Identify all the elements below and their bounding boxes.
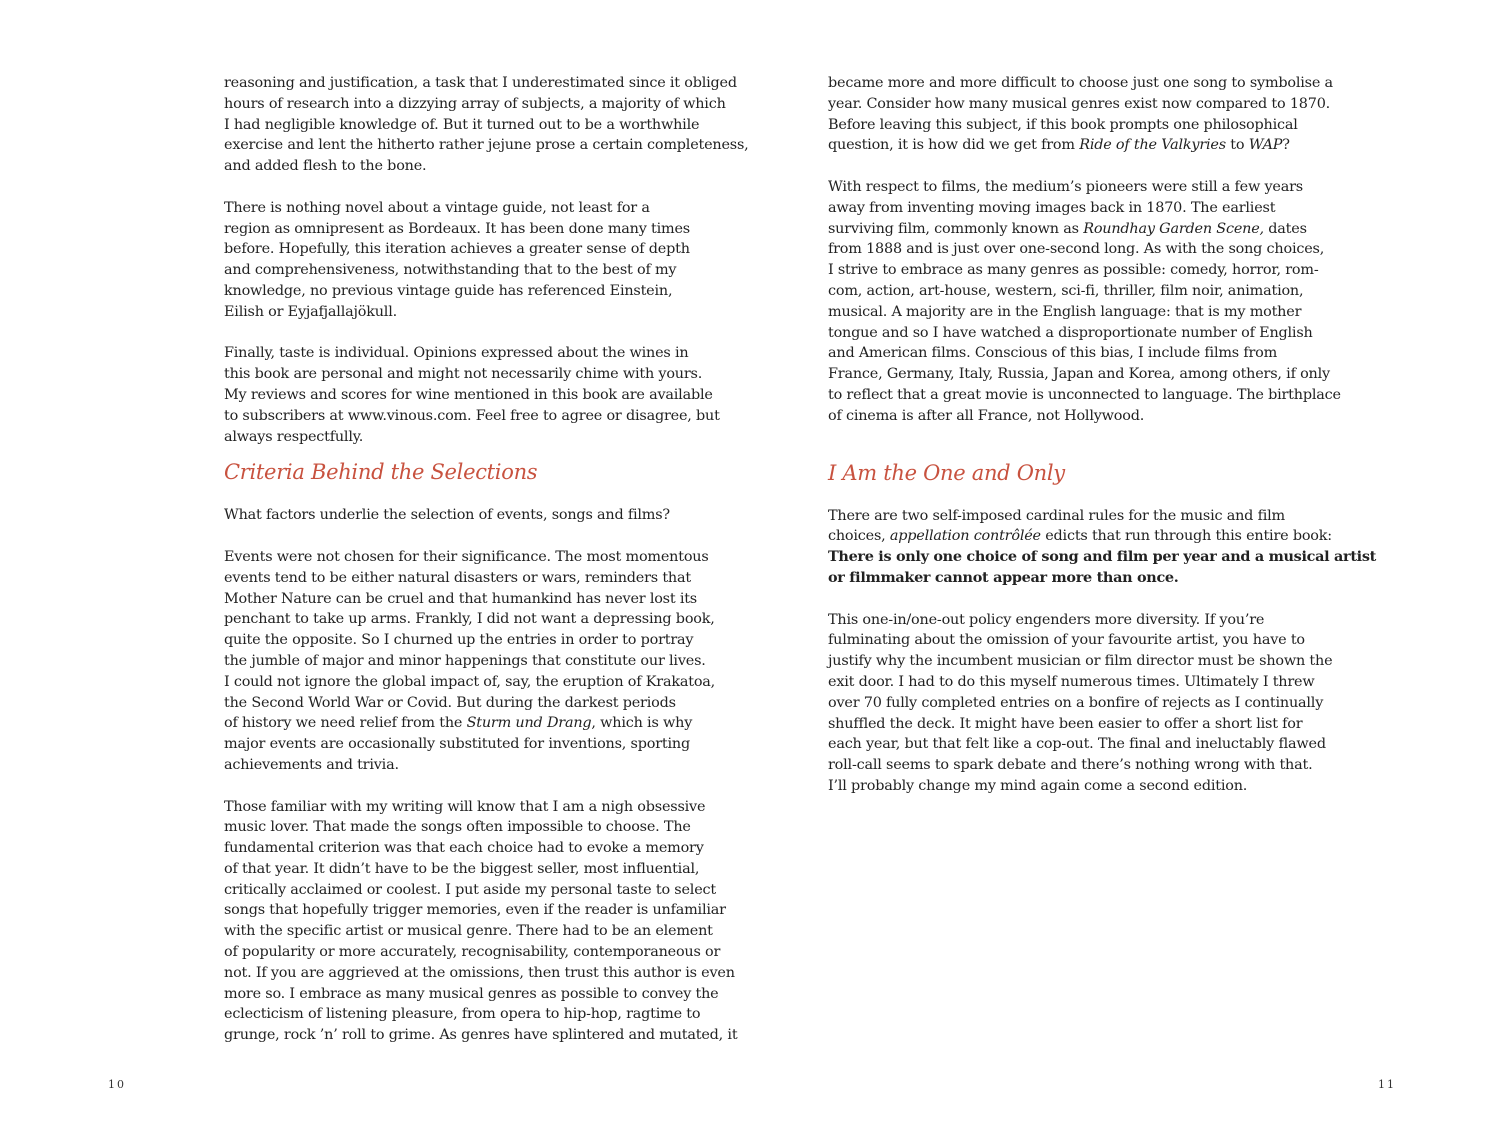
text-line: com, action, art-house, western, sci-fi, thriller, film noir, animation, — [828, 282, 1304, 299]
text-line: Those familiar with my writing will know that I am a nigh obsessive — [224, 798, 706, 815]
text-line: became more and more difficult to choose just one song to symbolise a — [828, 75, 1333, 91]
text-line: songs that hopefully trigger memories, even if the reader is unfamiliar — [224, 902, 726, 919]
italic-term-appellation-controlee: appellation contrôlée — [889, 528, 1041, 545]
text-run: surviving film, commonly known as — [828, 220, 1084, 237]
text-line: the jumble of major and minor happenings that constitute our lives. — [224, 652, 706, 669]
italic-title-ride-of-the-valkyries: Ride of the Valkyries — [1079, 137, 1226, 154]
text-line: knowledge, no previous vintage guide has referenced Einstein, — [224, 282, 673, 299]
text-line — [828, 526, 1332, 547]
text-line: Finally, taste is individual. Opinions expressed about the wines in — [224, 345, 689, 362]
text-line: There is nothing novel about a vintage guide, not least for a — [224, 199, 650, 216]
text-line: I had negligible knowledge of. But it turned out to be a worthwhile — [224, 116, 700, 133]
text-line: each year, but that felt like a cop-out. The final and ineluctably flawed — [828, 736, 1326, 753]
taste-paragraph — [224, 343, 720, 447]
page-number-left: 10 — [108, 1078, 126, 1091]
text-line: year. Consider how many musical genres exist now compared to 1870. — [828, 95, 1331, 112]
vintage-guide-paragraph — [224, 198, 690, 323]
text-line: Mother Nature can be cruel and that humankind has never lost its — [224, 590, 697, 607]
text-line: tongue and so I have watched a disproportionate number of English — [828, 324, 1313, 341]
text-run: edicts that run through this entire book: — [1040, 528, 1332, 545]
text-line: musical. A majority are in the English language: that is my mother — [828, 303, 1302, 320]
text-run: question, it is how did we get from — [828, 137, 1080, 154]
text-run: ? — [1282, 137, 1290, 154]
text-line: music lover. That made the songs often impossible to choose. The — [224, 819, 691, 836]
text-line — [828, 135, 1288, 156]
text-line: this book are personal and might not necessarily chime with yours. — [224, 366, 703, 383]
text-line: I could not ignore the global impact of, say, the eruption of Krakatoa, — [224, 673, 716, 690]
text-line: Before leaving this subject, if this book prompts one philosophical — [828, 116, 1298, 133]
text-line: fundamental criterion was that each choice had to evoke a memory — [224, 840, 704, 857]
paragraph-gap — [224, 776, 684, 797]
text-line: critically acclaimed or coolest. I put aside my personal taste to select — [224, 881, 716, 898]
italic-title-sturm-und-drang: Sturm und Drang — [466, 715, 592, 732]
right-text-column — [828, 73, 1376, 797]
text-line: exit door. I had to do this myself numerous times. Ultimately I threw — [828, 673, 1315, 690]
text-line: This one-in/one-out policy engenders more diversity. If you’re — [828, 611, 1265, 628]
section-heading-criteria: Criteria Behind the Selections — [224, 460, 538, 485]
text-line: of cinema is after all France, not Hollywood. — [828, 407, 1145, 424]
music-paragraph — [224, 797, 738, 1047]
events-paragraph — [224, 547, 716, 776]
text-line: penchant to take up arms. Frankly, I did not want a depressing book, — [224, 611, 715, 628]
text-run: to — [1225, 137, 1249, 154]
text-line: and comprehensiveness, notwithstanding that to the best of my — [224, 262, 677, 279]
text-line: France, Germany, Italy, Russia, Japan and Korea, among others, if only — [828, 366, 1330, 383]
italic-title-roundhay-garden-scene: Roundhay Garden Scene, — [1083, 220, 1264, 237]
text-line: to subscribers at www.vinous.com. Feel free to agree or disagree, but — [224, 407, 720, 424]
text-line: away from inventing moving images back in 1870. The earliest — [828, 199, 1276, 216]
text-line: more so. I embrace as many musical genres as possible to convey the — [224, 985, 719, 1002]
text-line: My reviews and scores for wine mentioned in this book are available — [224, 386, 713, 403]
text-line: of that year. It didn’t have to be the biggest seller, most influential, — [224, 860, 700, 877]
paragraph-gap — [224, 526, 684, 547]
rules-paragraph — [828, 506, 1376, 589]
text-line: reasoning and justification, a task that I underestimated since it obliged — [224, 75, 737, 91]
text-line — [828, 219, 1307, 240]
text-line: I’ll probably change my mind again come a second edition. — [828, 777, 1248, 794]
text-line: hours of research into a dizzying array of subjects, a majority of which — [224, 95, 726, 112]
text-line: There are two self-imposed cardinal rules for the music and film — [828, 507, 1285, 524]
text-line: With respect to films, the medium’s pioneers were still a few years — [828, 178, 1303, 195]
text-line: and American films. Conscious of this bias, I include films from — [828, 345, 1278, 362]
text-line: region as omnipresent as Bordeaux. It has been done many times — [224, 220, 690, 237]
policy-paragraph — [828, 610, 1333, 797]
text-line: roll-call seems to spark debate and there’s nothing wrong with that. — [828, 757, 1313, 774]
text-line: events tend to be either natural disasters or wars, reminders that — [224, 569, 691, 586]
italic-title-wap: WAP — [1248, 137, 1283, 154]
text-line: always respectfully. — [224, 428, 364, 445]
bold-rule-line: or filmmaker cannot appear more than once. — [828, 568, 1179, 586]
text-line: eclecticism of listening pleasure, from opera to hip-hop, ragtime to — [224, 1006, 701, 1023]
text-line: of popularity or more accurately, recognisability, contemporaneous or — [224, 944, 721, 961]
text-line: and added flesh to the bone. — [224, 158, 427, 175]
section-heading-one-and-only: I Am the One and Only — [828, 460, 1065, 485]
text-line — [224, 713, 693, 734]
intro-paragraph — [224, 73, 749, 177]
paragraph-gap — [828, 156, 1288, 177]
paragraph-gap — [224, 323, 684, 344]
text-line: justify why the incumbent musician or film director must be shown the — [828, 653, 1333, 670]
text-run: of history we need relief from the — [224, 715, 467, 732]
text-line: the Second World War or Covid. But during the darkest periods — [224, 694, 676, 711]
text-line: to reflect that a great movie is unconnected to language. The birthplace — [828, 386, 1341, 403]
right-page — [750, 0, 1500, 1147]
text-line: I strive to embrace as many genres as possible: comedy, horror, rom- — [828, 262, 1319, 279]
paragraph-gap — [828, 589, 1288, 610]
question-paragraph: What factors underlie the selection of events, songs and films? — [224, 507, 670, 524]
left-text-column — [224, 73, 749, 1046]
bold-rule-line: There is only one choice of song and film per year and a musical artist — [828, 548, 1376, 566]
films-paragraph — [828, 177, 1341, 427]
text-run: choices, — [828, 528, 890, 545]
text-line: before. Hopefully, this iteration achieves a greater sense of depth — [224, 241, 690, 258]
text-run: dates — [1263, 220, 1307, 237]
text-line: shuffled the deck. It might have been easier to offer a short list for — [828, 715, 1303, 732]
text-line: achievements and trivia. — [224, 756, 399, 773]
text-line: fulminating about the omission of your favourite artist, you have to — [828, 632, 1305, 649]
text-line: over 70 fully completed entries on a bonfire of rejects as I continually — [828, 694, 1324, 711]
text-line: from 1888 and is just over one-second long. As with the song choices, — [828, 241, 1325, 258]
text-run: , which is why — [591, 715, 693, 732]
text-line: not. If you are aggrieved at the omissions, then trust this author is even — [224, 964, 735, 981]
text-line: grunge, rock ’n’ roll to grime. As genres have splintered and mutated, it — [224, 1027, 738, 1044]
page-number-right: 11 — [1378, 1078, 1396, 1091]
continuation-paragraph — [828, 73, 1333, 156]
text-line: exercise and lent the hitherto rather jejune prose a certain completeness, — [224, 137, 749, 154]
text-line: Eilish or Eyjafjallajökull. — [224, 303, 397, 320]
text-line: with the specific artist or musical genre. There had to be an element — [224, 923, 713, 940]
paragraph-gap — [224, 177, 684, 198]
text-line: Events were not chosen for their significance. The most momentous — [224, 548, 709, 565]
text-line: major events are occasionally substituted for inventions, sporting — [224, 736, 690, 753]
text-line: quite the opposite. So I churned up the entries in order to portray — [224, 632, 694, 649]
